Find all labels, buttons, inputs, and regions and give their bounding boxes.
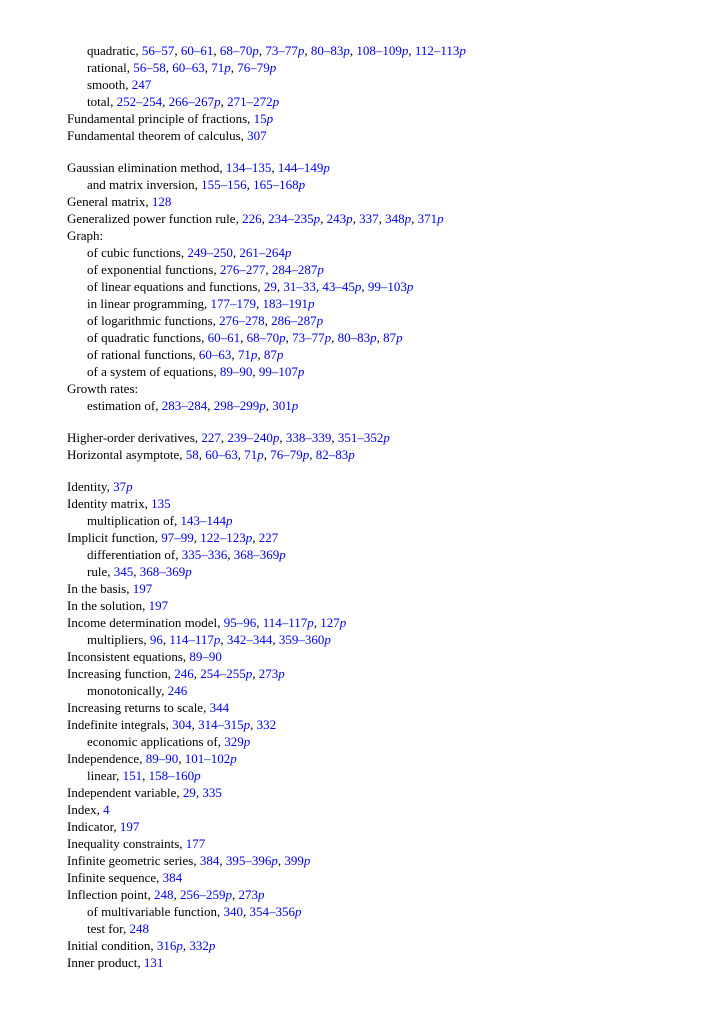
index-entry — [67, 380, 707, 397]
page-reference-link[interactable]: 332 — [256, 717, 277, 732]
page-reference-link[interactable]: 337 — [359, 211, 379, 226]
index-term: multipliers — [87, 632, 144, 647]
page-reference-link[interactable]: 131 — [143, 955, 164, 970]
page-reference-link[interactable]: 183–191p — [262, 296, 315, 311]
index-entry: Infinite sequence, 384 — [67, 870, 183, 885]
page-reference-link[interactable]: 271–272p — [227, 94, 280, 109]
page-reference-link[interactable]: 307 — [247, 128, 267, 143]
page-reference-link[interactable]: 298–299p — [213, 398, 266, 413]
index-term: of cubic functions — [87, 245, 181, 260]
page-reference-link[interactable]: 338–339 — [285, 430, 332, 445]
index-entry: Higher-order derivatives, 227, 239–240p, 338–339, 351–352p — [67, 430, 390, 445]
page-reference-link[interactable]: 151 — [122, 768, 143, 783]
page-reference-link[interactable]: 276–278 — [219, 313, 265, 328]
page-reference-link[interactable]: 31–33 — [283, 279, 316, 294]
page-reference-link[interactable]: 56–58 — [133, 60, 166, 75]
index-term: In the solution — [67, 598, 143, 613]
index-entry: Identity matrix, 135 — [67, 496, 171, 511]
page-reference-link[interactable]: 348p — [385, 211, 412, 226]
index-subentry: smooth, 247 — [87, 77, 152, 92]
page-reference-link[interactable]: 248 — [129, 921, 149, 936]
index-entry: Implicit function, 97–99, 122–123p, 227 — [67, 530, 279, 545]
page-reference-link[interactable]: 273p — [238, 887, 265, 902]
index-entry: Horizontal asymptote, 58, 60–63, 71p, 76–79p, 82–83p — [67, 447, 355, 462]
index-term: Graph: — [67, 228, 104, 243]
index-subentry: of quadratic functions, 60–61, 68–70p, 73–77p, 80–83p, 87p — [87, 330, 403, 345]
page-reference-link[interactable]: 114–117p — [262, 615, 314, 630]
index-term: In the basis — [67, 581, 127, 596]
index-entry: Generalized power function rule, 226, 234–235p, 243p, 337, 348p, 371p — [67, 211, 444, 226]
page-reference-link[interactable]: 368–369p — [233, 547, 286, 562]
page-reference-link[interactable]: 254–255p — [200, 666, 253, 681]
index-subentry: of multivariable function, 340, 354–356p — [87, 904, 302, 919]
page-reference-link[interactable]: 76–79p — [237, 60, 277, 75]
index-term: Indefinite integrals — [67, 717, 166, 732]
index-term: in linear programming — [87, 296, 204, 311]
page-reference-link[interactable]: 89–90 — [145, 751, 179, 766]
page-reference-link[interactable]: 143–144p — [180, 513, 233, 528]
index-term: Initial condition — [67, 938, 151, 953]
index-entry: Indicator, 197 — [67, 819, 140, 834]
page-reference-link[interactable]: 316p — [156, 938, 183, 953]
index-subentry: test for, 248 — [87, 921, 149, 936]
page-reference-link[interactable]: 43–45p — [322, 279, 362, 294]
page-reference-link[interactable]: 89–90 — [219, 364, 253, 379]
page-reference-link[interactable]: 155–156 — [201, 177, 247, 192]
index-entry: Initial condition, 316p, 332p — [67, 938, 216, 953]
page-reference-link[interactable]: 197 — [132, 581, 153, 596]
index-subentry: monotonically, 246 — [87, 683, 188, 698]
page-reference-link[interactable]: 335 — [202, 785, 222, 800]
index-term: Implicit function — [67, 530, 155, 545]
page-reference-link[interactable]: 344 — [209, 700, 230, 715]
page-reference-link[interactable]: 60–63 — [205, 447, 238, 462]
page-reference-link[interactable]: 248 — [154, 887, 174, 902]
index-subentry: multipliers, 96, 114–117p, 342–344, 359–360p — [87, 632, 331, 647]
index-subentry: total, 252–254, 266–267p, 271–272p — [87, 94, 280, 109]
index-term: Inflection point — [67, 887, 148, 902]
index-entry: Inflection point, 248, 256–259p, 273p — [67, 887, 265, 902]
index-term: General matrix — [67, 194, 146, 209]
index-term: economic applications of — [87, 734, 218, 749]
page-reference-link[interactable]: 314–315p — [198, 717, 251, 732]
index-entry: General matrix, 128 — [67, 194, 172, 209]
page-reference-link[interactable]: 234–235p — [268, 211, 321, 226]
page-reference-link[interactable]: 37p — [113, 479, 133, 494]
page-reference-link[interactable]: 266–267p — [168, 94, 221, 109]
index-term: linear — [87, 768, 117, 783]
index-subentry: of cubic functions, 249–250, 261–264p — [87, 245, 292, 260]
index-term: Infinite sequence — [67, 870, 157, 885]
page-reference-link[interactable]: 384 — [199, 853, 220, 868]
index-entry: Increasing function, 246, 254–255p, 273p — [67, 666, 285, 681]
page-reference-link[interactable]: 243p — [326, 211, 353, 226]
page-reference-link[interactable]: 114–117p — [169, 632, 221, 647]
index-term: quadratic — [87, 43, 136, 58]
index-term: of rational functions — [87, 347, 193, 362]
index-term: of linear equations and functions — [87, 279, 258, 294]
index-entry: Indefinite integrals, 304, 314–315p, 332 — [67, 717, 277, 732]
letter-group-gap — [67, 414, 707, 429]
page-reference-link[interactable]: 68–70p — [246, 330, 286, 345]
page-reference-link[interactable]: 276–277 — [219, 262, 266, 277]
index-entry — [67, 227, 707, 244]
index-term: Identity matrix — [67, 496, 145, 511]
index-term: Increasing function — [67, 666, 168, 681]
index-term: Inconsistent equations — [67, 649, 183, 664]
index-entry: Index, 4 — [67, 802, 110, 817]
index-term: rational — [87, 60, 127, 75]
page-reference-link[interactable]: 15p — [253, 111, 274, 126]
index-subentry: of exponential functions, 276–277, 284–287p — [87, 262, 324, 277]
index-term: rule — [87, 564, 108, 579]
index-term: Inner product — [67, 955, 138, 970]
index-subentry: of linear equations and functions, 29, 31–33, 43–45p, 99–103p — [87, 279, 414, 294]
page-reference-link[interactable]: 197 — [148, 598, 169, 613]
letter-group-gap — [67, 463, 707, 478]
page-reference-link[interactable]: 87p — [383, 330, 403, 345]
page-reference-link[interactable]: 134–135 — [225, 160, 272, 175]
page-reference-link[interactable]: 68–70p — [219, 43, 259, 58]
index-entry: Income determination model, 95–96, 114–117p, 127p — [67, 615, 347, 630]
page-reference-link[interactable]: 301p — [272, 398, 299, 413]
page-reference-link[interactable]: 73–77p — [292, 330, 332, 345]
page-reference-link[interactable]: 60–61 — [207, 330, 241, 345]
index-term: of a system of equations — [87, 364, 214, 379]
page-reference-link[interactable]: 227 — [201, 430, 221, 445]
page-reference-link[interactable]: 284–287p — [271, 262, 324, 277]
page-reference-link[interactable]: 340 — [223, 904, 243, 919]
page-reference-link[interactable]: 158–160p — [148, 768, 201, 783]
page-reference-link[interactable]: 71p — [244, 447, 264, 462]
index-term: of logarithmic functions — [87, 313, 213, 328]
index-term: Identity — [67, 479, 107, 494]
page-reference-link[interactable]: 29 — [182, 785, 196, 800]
page-reference-link[interactable]: 286–287p — [271, 313, 324, 328]
page-reference-link[interactable]: 399p — [284, 853, 311, 868]
index-term: of multivariable function — [87, 904, 217, 919]
page-reference-link[interactable]: 71p — [211, 60, 231, 75]
page-reference-link[interactable]: 249–250 — [187, 245, 233, 260]
page-reference-link[interactable]: 329p — [224, 734, 251, 749]
index-term: Increasing returns to scale — [67, 700, 204, 715]
index-entry: Infinite geometric series, 384, 395–396p, 399p — [67, 853, 311, 868]
index-subentry: rational, 56–58, 60–63, 71p, 76–79p — [87, 60, 277, 75]
page-reference-link[interactable]: 227 — [258, 530, 279, 545]
page-reference-link[interactable]: 177–179 — [210, 296, 256, 311]
page-reference-link[interactable]: 177 — [185, 836, 206, 851]
index-term: Horizontal asymptote — [67, 447, 180, 462]
page-reference-link[interactable]: 345 — [113, 564, 134, 579]
index-subentry: linear, 151, 158–160p — [87, 768, 201, 783]
index-term: Indicator — [67, 819, 114, 834]
page-reference-link[interactable]: 73–77p — [265, 43, 305, 58]
index-term: monotonically — [87, 683, 162, 698]
index-entry: Increasing returns to scale, 344 — [67, 700, 230, 715]
page-reference-link[interactable]: 246 — [174, 666, 194, 681]
page-reference-link[interactable]: 371p — [417, 211, 444, 226]
page-reference-link[interactable]: 80–83p — [310, 43, 350, 58]
page-reference-link[interactable]: 384 — [162, 870, 183, 885]
page-reference-link[interactable]: 304 — [172, 717, 192, 732]
page-reference-link[interactable]: 71p — [237, 347, 258, 362]
index-term: Income determination model — [67, 615, 218, 630]
index-term: of exponential functions — [87, 262, 214, 277]
page-reference-link[interactable]: 135 — [151, 496, 171, 511]
page-reference-link[interactable]: 127p — [320, 615, 347, 630]
index-term: test for — [87, 921, 123, 936]
page-reference-link[interactable]: 351–352p — [337, 430, 390, 445]
page-reference-link[interactable]: 395–396p — [225, 853, 278, 868]
index-entry: In the basis, 197 — [67, 581, 153, 596]
page-reference-link[interactable]: 247 — [131, 77, 152, 92]
index-subentry: quadratic, 56–57, 60–61, 68–70p, 73–77p, 80–83p, 108–109p, 112–113p — [87, 43, 466, 58]
index-entry: Fundamental principle of fractions, 15p — [67, 111, 274, 126]
index-subentry: multiplication of, 143–144p — [87, 513, 233, 528]
index-term: Growth rates: — [67, 381, 139, 396]
index-subentry: of logarithmic functions, 276–278, 286–287p — [87, 313, 324, 328]
page-reference-link[interactable]: 273p — [258, 666, 285, 681]
page-reference-link[interactable]: 56–57 — [141, 43, 175, 58]
page-reference-link[interactable]: 76–79p — [270, 447, 310, 462]
index-term: estimation of — [87, 398, 156, 413]
index-entry: Independent variable, 29, 335 — [67, 785, 222, 800]
index-list — [67, 42, 707, 971]
page-reference-link[interactable]: 128 — [151, 194, 172, 209]
page-reference-link[interactable]: 256–259p — [180, 887, 233, 902]
index-entry: In the solution, 197 — [67, 598, 169, 613]
page-reference-link[interactable]: 4 — [103, 802, 110, 817]
page-reference-link[interactable]: 60–63 — [198, 347, 232, 362]
index-term: Independence — [67, 751, 140, 766]
page-reference-link[interactable]: 99–107p — [258, 364, 305, 379]
page-reference-link[interactable]: 89–90 — [189, 649, 222, 664]
index-subentry: economic applications of, 329p — [87, 734, 251, 749]
index-entry: Independence, 89–90, 101–102p — [67, 751, 237, 766]
page-reference-link[interactable]: 165–168p — [253, 177, 306, 192]
index-entry: Identity, 37p — [67, 479, 133, 494]
page-reference-link[interactable]: 226 — [242, 211, 262, 226]
page-reference-link[interactable]: 122–123p — [200, 530, 253, 545]
index-entry: Fundamental theorem of calculus, 307 — [67, 128, 267, 143]
page-reference-link[interactable]: 80–83p — [337, 330, 377, 345]
page-reference-link[interactable]: 342–344 — [226, 632, 273, 647]
page-reference-link[interactable]: 60–61 — [180, 43, 214, 58]
page-reference-link[interactable]: 239–240p — [227, 430, 280, 445]
page-reference-link[interactable]: 332p — [189, 938, 216, 953]
index-entry: Inner product, 131 — [67, 955, 164, 970]
index-term: Generalized power function rule — [67, 211, 236, 226]
page-reference-link[interactable]: 87p — [263, 347, 284, 362]
index-term: Index — [67, 802, 97, 817]
index-entry: Gaussian elimination method, 134–135, 144–149p — [67, 160, 330, 175]
index-term: smooth — [87, 77, 126, 92]
index-term: Gaussian elimination method — [67, 160, 220, 175]
index-entry: Inconsistent equations, 89–90 — [67, 649, 222, 664]
index-term: Fundamental principle of fractions — [67, 111, 248, 126]
page-reference-link[interactable]: 368–369p — [139, 564, 192, 579]
index-term: of quadratic functions — [87, 330, 202, 345]
index-term: differentiation of — [87, 547, 176, 562]
page-reference-link[interactable]: 58 — [185, 447, 199, 462]
page-reference-link[interactable]: 283–284 — [161, 398, 208, 413]
page-reference-link[interactable]: 29 — [263, 279, 277, 294]
page-reference-link[interactable]: 96 — [149, 632, 163, 647]
page-reference-link[interactable]: 354–356p — [249, 904, 302, 919]
index-subentry: differentiation of, 335–336, 368–369p — [87, 547, 286, 562]
index-term: Independent variable — [67, 785, 177, 800]
page-reference-link[interactable]: 95–96 — [223, 615, 257, 630]
index-subentry: in linear programming, 177–179, 183–191p — [87, 296, 315, 311]
page-reference-link[interactable]: 82–83p — [315, 447, 355, 462]
letter-group-gap — [67, 144, 707, 159]
index-term: multiplication of — [87, 513, 175, 528]
page-reference-link[interactable]: 99–103p — [367, 279, 414, 294]
index-term: total — [87, 94, 111, 109]
page-reference-link[interactable]: 359–360p — [278, 632, 331, 647]
page-reference-link[interactable]: 144–149p — [277, 160, 330, 175]
index-term: Fundamental theorem of calculus — [67, 128, 241, 143]
page-reference-link[interactable]: 60–63 — [172, 60, 205, 75]
page-reference-link[interactable]: 112–113p — [414, 43, 466, 58]
index-subentry: and matrix inversion, 155–156, 165–168p — [87, 177, 306, 192]
page-reference-link[interactable]: 261–264p — [239, 245, 292, 260]
index-term: Infinite geometric series — [67, 853, 194, 868]
page-reference-link[interactable]: 335–336 — [181, 547, 228, 562]
index-subentry: of rational functions, 60–63, 71p, 87p — [87, 347, 284, 362]
page-reference-link[interactable]: 101–102p — [184, 751, 237, 766]
page-reference-link[interactable]: 97–99 — [161, 530, 194, 545]
index-entry: Inequality constraints, 177 — [67, 836, 206, 851]
index-term: and matrix inversion — [87, 177, 195, 192]
page-reference-link[interactable]: 197 — [119, 819, 140, 834]
index-subentry: of a system of equations, 89–90, 99–107p — [87, 364, 305, 379]
page-reference-link[interactable]: 108–109p — [356, 43, 409, 58]
index-subentry: estimation of, 283–284, 298–299p, 301p — [87, 398, 299, 413]
page-reference-link[interactable]: 252–254 — [116, 94, 163, 109]
index-term: Higher-order derivatives — [67, 430, 195, 445]
index-subentry: rule, 345, 368–369p — [87, 564, 192, 579]
page-reference-link[interactable]: 246 — [167, 683, 188, 698]
index-term: Inequality constraints — [67, 836, 180, 851]
